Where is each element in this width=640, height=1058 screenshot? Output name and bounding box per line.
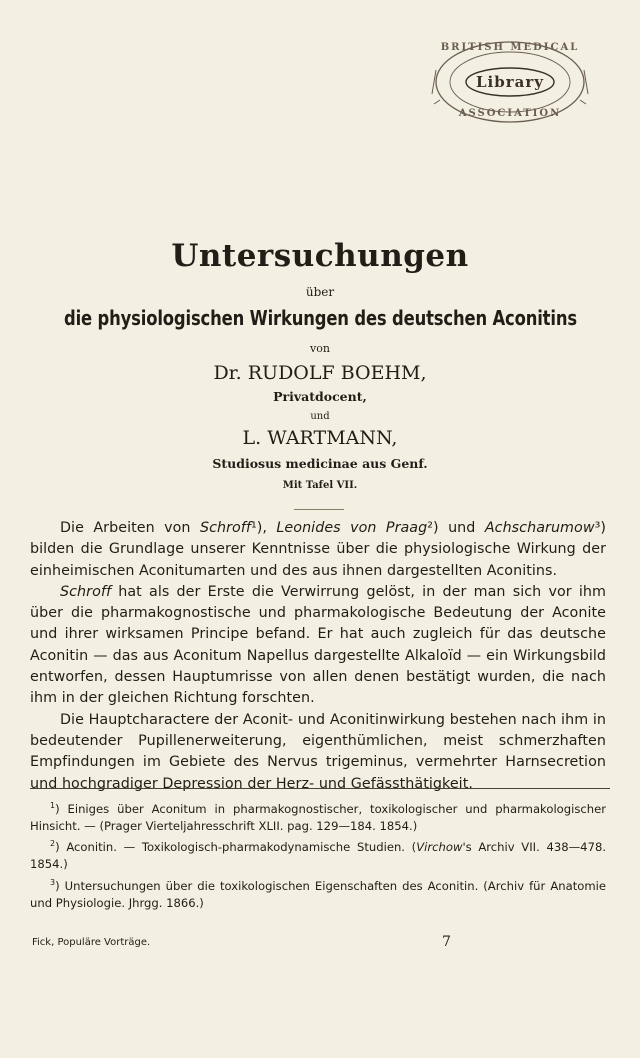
author-wartmann-role: Studiosus medicinae aus Genf. xyxy=(212,456,428,471)
footnote-rule xyxy=(30,788,610,789)
author-boehm: Dr. RUDOLF BOEHM, xyxy=(213,362,427,384)
paragraph-1 xyxy=(30,518,606,582)
text-span: ¹), xyxy=(250,520,277,536)
author-wartmann: L. WARTMANN, xyxy=(242,427,398,449)
stamp-top-text: BRITISH MEDICAL xyxy=(440,42,580,53)
footnote-1 xyxy=(30,797,606,835)
section-divider xyxy=(294,509,344,510)
footnote-marker: 2 xyxy=(50,839,56,849)
footnote-text: ) Aconitin. — Toxikologisch-pharmakodynamische Studien. ( xyxy=(55,840,417,855)
footnote-marker: 3 xyxy=(50,877,56,887)
footnotes xyxy=(30,797,606,912)
text-span: Die Arbeiten von xyxy=(60,520,200,536)
text-span: hat als der Erste die Verwirrung gelöst, in der man sich vor ihm über die pharmakognostische und pharmakologische Bedeutung der Aconite und ihrer wirksamen Principe befand. Er hat auch zugleich für das deutsche Aconitin — das aus Aconitum Napellus dargestellte Alkaloïd — ein Wirkungsbild entworfen, dessen Hauptumrisse von allen denen bestätigt wurden, die nach ihm in der gleichen Richtung forschten. xyxy=(30,583,606,707)
title-connector: über xyxy=(305,285,335,299)
footnote-marker: 1 xyxy=(50,801,56,810)
stamp-center-text: Library xyxy=(476,73,544,91)
signature-line: Fick, Populäre Vorträge. xyxy=(32,937,151,948)
author-name: Leonides von Praag xyxy=(276,520,428,536)
page-title: Untersuchungen xyxy=(171,238,469,274)
plate-note: Mit Tafel VII. xyxy=(282,480,358,491)
library-stamp xyxy=(430,30,590,140)
page-number: 7 xyxy=(442,934,451,950)
stamp-bottom-text: ASSOCIATION xyxy=(458,108,562,119)
text-span: ³) bilden die Grundlage unserer Kenntnisse über die physiologische Wirkung der einheimischen Aconitumarten und des aus ihnen dargestellten Aconitins. xyxy=(30,520,606,579)
page-subtitle: die physiologischen Wirkungen des deutschen Aconitins xyxy=(64,306,577,330)
author-name: Achscharumow xyxy=(484,520,595,536)
and-label: und xyxy=(310,411,330,422)
footnote-text: 's Archiv VII. 438—478. 1854.) xyxy=(30,840,607,872)
footnote-2 xyxy=(30,835,606,873)
author-name: Schroff xyxy=(60,583,112,600)
footnote-text: ) Einiges über Aconitum in pharmakognostischer, toxikologischer und pharmakologischer Hinsicht. — (Prager Vierteljahresschrift XLII. pag. 129—184. 1854.) xyxy=(30,801,606,834)
paragraph-2 xyxy=(30,582,606,710)
footnote-text: ) Untersuchungen über die toxikologischen Eigenschaften des Aconitin. (Archiv für Anatomie und Physiologie. Jhrgg. 1866.) xyxy=(30,878,606,910)
footnote-3 xyxy=(30,874,606,912)
body-text xyxy=(30,518,606,795)
paragraph-3: Die Hauptcharactere der Aconit- und Aconitinwirkung bestehen nach ihm in bedeutender Pupillenerweiterung, eigenthümlichen, meist schmerzhaften Empfindungen im Gebiete des Nervus trigeminus, vermehrter Harnsecretion und hochgradiger Depression der Herz- und Gefässthätigkeit. xyxy=(30,711,606,792)
text-span: ²) und xyxy=(427,520,485,536)
author-name: Schroff xyxy=(199,520,251,536)
by-label: von xyxy=(310,342,330,355)
author-name: Virchow xyxy=(416,840,463,855)
author-boehm-role: Privatdocent, xyxy=(273,389,367,404)
